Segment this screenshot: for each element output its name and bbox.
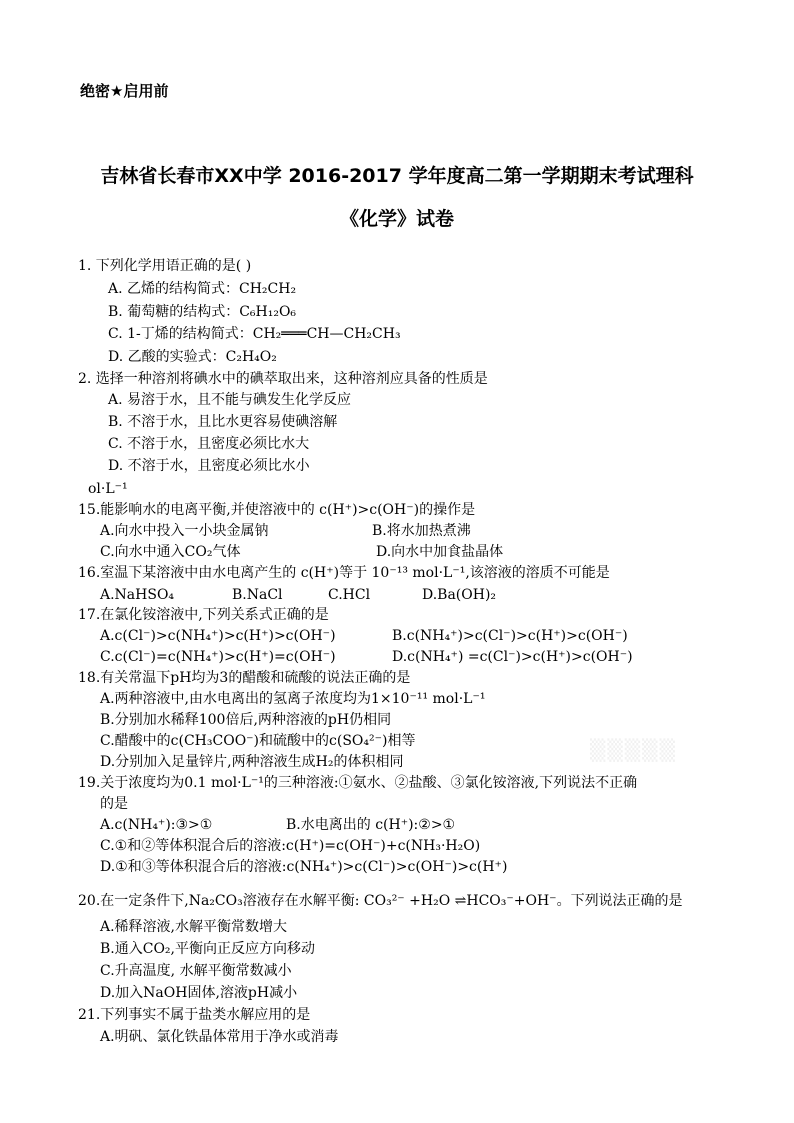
question-17-option-c: C.c(Cl⁻)=c(NH₄⁺)>c(H⁺)=c(OH⁻) <box>100 649 336 665</box>
question-19-stem: 19.关于浓度均为0.1 mol·L⁻¹的三种溶液:①氨水、②盐酸、③氯化铵溶液,下列说法不正确 <box>78 775 638 791</box>
faint-watermark: ▒▒▒▒▒ <box>590 738 677 762</box>
question-1-option-c: C. 1-丁烯的结构简式：CH₂═══CH—CH₂CH₃ <box>108 326 401 342</box>
question-1-option-b: B. 葡萄糖的结构式：C₆H₁₂O₆ <box>108 304 297 320</box>
question-16-option-a: A.NaHSO₄ <box>100 587 175 603</box>
question-18-option-c: C.醋酸中的c(CH₃COO⁻)和硫酸中的c(SO₄²⁻)相等 <box>100 733 416 749</box>
question-17-option-b: B.c(NH₄⁺)>c(Cl⁻)>c(H⁺)>c(OH⁻) <box>392 628 628 644</box>
question-1-stem: 1. 下列化学用语正确的是( ) <box>78 258 252 274</box>
question-19-option-a: A.c(NH₄⁺):③>① <box>100 817 213 833</box>
question-19-option-c: C.①和②等体积混合后的溶液:c(H⁺)=c(OH⁻)+c(NH₃·H₂O) <box>100 838 481 854</box>
question-16-option-c: C.HCl <box>328 587 371 603</box>
confidential-mark: 绝密★启用前 <box>80 82 169 100</box>
question-15-stem: 15.能影响水的电离平衡,并使溶液中的 c(H⁺)>c(OH⁻)的操作是 <box>78 502 476 518</box>
question-18-stem: 18.有关常温下pH均为3的醋酸和硫酸的说法正确的是 <box>78 670 411 686</box>
question-20-option-d: D.加入NaOH固体,溶液pH减小 <box>100 985 298 1001</box>
question-17-stem: 17.在氯化铵溶液中,下列关系式正确的是 <box>78 607 329 623</box>
exam-subtitle: 《化学》试卷 <box>339 208 454 230</box>
question-2-option-b: B. 不溶于水，且比水更容易使碘溶解 <box>108 414 338 430</box>
question-15-option-b: B.将水加热煮沸 <box>372 523 471 539</box>
question-17-option-d: D.c(NH₄⁺) =c(Cl⁻)>c(H⁺)>c(OH⁻) <box>392 649 633 665</box>
truncated-fragment: ol·L⁻¹ <box>88 481 128 497</box>
question-1-option-d: D. 乙酸的实验式：C₂H₄O₂ <box>108 349 277 365</box>
question-2-stem: 2. 选择一种溶剂将碘水中的碘萃取出来，这种溶剂应具备的性质是 <box>78 371 488 387</box>
question-19-option-d: D.①和③等体积混合后的溶液:c(NH₄⁺)>c(Cl⁻)>c(OH⁻)>c(H⁺) <box>100 859 508 875</box>
question-2-option-c: C. 不溶于水，且密度必须比水大 <box>108 436 310 452</box>
question-2-option-d: D. 不溶于水，且密度必须比水小 <box>108 458 310 474</box>
question-16-stem: 16.室温下某溶液中由水电离产生的 c(H⁺)等于 10⁻¹³ mol·L⁻¹,该溶液的溶质不可能是 <box>78 565 610 581</box>
question-20-option-a: A.稀释溶液,水解平衡常数增大 <box>100 919 288 935</box>
exam-title: 吉林省长春市XX中学 2016-2017 学年度高二第一学期期末考试理科 <box>100 165 694 187</box>
question-20-option-c: C.升高温度, 水解平衡常数减小 <box>100 963 292 979</box>
question-19-option-b: B.水电离出的 c(H⁺):②>① <box>286 817 456 833</box>
question-20-option-b: B.通入CO₂,平衡向正反应方向移动 <box>100 941 315 957</box>
question-15-option-a: A.向水中投入一小块金属钠 <box>100 523 269 539</box>
question-16-option-b: B.NaCl <box>232 587 283 603</box>
question-21-stem: 21.下列事实不属于盐类水解应用的是 <box>78 1007 311 1023</box>
question-16-option-d: D.Ba(OH)₂ <box>422 587 497 603</box>
question-18-option-b: B.分别加水稀释100倍后,两种溶液的pH仍相同 <box>100 712 392 728</box>
question-21-option-a: A.明矾、氯化铁晶体常用于净水或消毒 <box>100 1029 339 1045</box>
question-20-stem: 20.在一定条件下,Na₂CO₃溶液存在水解平衡: CO₃²⁻ +H₂O ⇌HCO₃⁻+OH⁻。下列说法正确的是 <box>78 893 683 909</box>
question-17-option-a: A.c(Cl⁻)>c(NH₄⁺)>c(H⁺)>c(OH⁻) <box>100 628 336 644</box>
question-19-stem-continued: 的是 <box>100 796 128 812</box>
question-18-option-a: A.两种溶液中,由水电离出的氢离子浓度均为1×10⁻¹¹ mol·L⁻¹ <box>100 691 486 707</box>
question-18-option-d: D.分别加入足量锌片,两种溶液生成H₂的体积相同 <box>100 754 404 770</box>
question-15-option-d: D.向水中加食盐晶体 <box>376 544 504 560</box>
question-1-option-a: A. 乙烯的结构简式：CH₂CH₂ <box>108 281 297 297</box>
question-2-option-a: A. 易溶于水，且不能与碘发生化学反应 <box>108 392 352 408</box>
question-15-option-c: C.向水中通入CO₂气体 <box>100 544 241 560</box>
